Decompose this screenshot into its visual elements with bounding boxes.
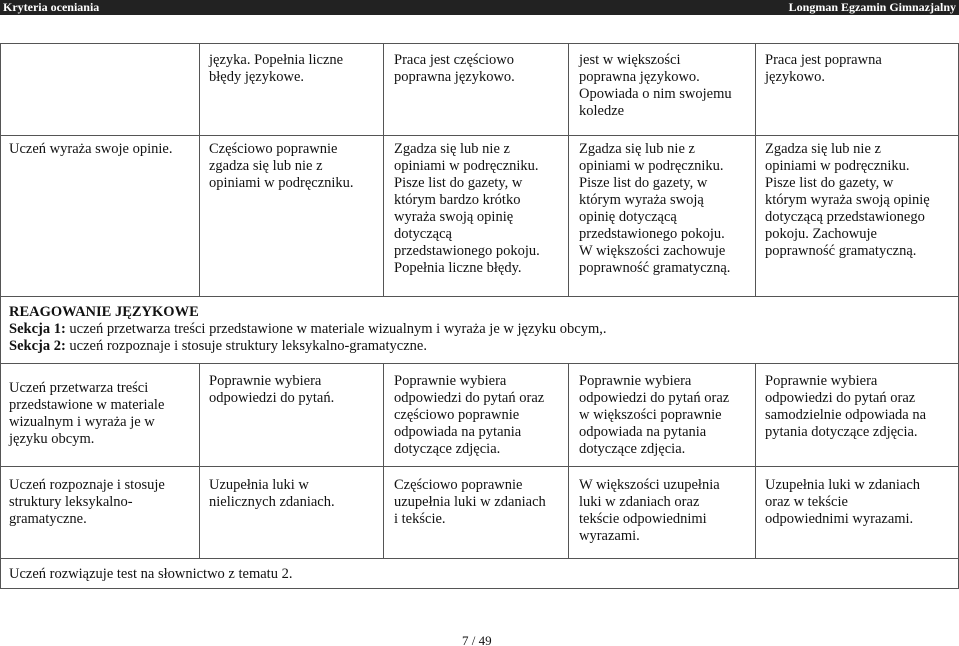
cell-line: błędy językowe. bbox=[209, 69, 305, 85]
grid-line bbox=[0, 558, 959, 559]
cell-line: poprawna językowo. bbox=[394, 69, 515, 85]
cell-line: Zgadza się lub nie z bbox=[765, 141, 881, 157]
section-line-2 bbox=[9, 338, 606, 355]
cell-line: językowo. bbox=[765, 69, 825, 85]
cell-line: poprawna językowo. bbox=[579, 69, 700, 85]
cell-line: odpowiada na pytania bbox=[579, 424, 707, 440]
cell-line: przedstawione w materiale bbox=[9, 397, 165, 413]
section-heading-block bbox=[9, 304, 606, 355]
cell-line: struktury leksykalno- bbox=[9, 494, 133, 510]
cell-line: języku obcym. bbox=[9, 431, 95, 447]
section-label-2: Sekcja 2: bbox=[9, 338, 66, 354]
grid-line bbox=[383, 363, 384, 558]
cell-line: Zgadza się lub nie z bbox=[394, 141, 510, 157]
cell-line: odpowiedzi do pytań. bbox=[209, 390, 335, 406]
cell-top-col5 bbox=[765, 52, 882, 86]
grid-line bbox=[0, 363, 959, 364]
cell-structures-col5 bbox=[765, 477, 920, 528]
grid-line bbox=[0, 558, 1, 588]
cell-line: zgadza się lub nie z bbox=[209, 158, 323, 174]
cell-line: Pisze list do gazety, w bbox=[765, 175, 894, 191]
cell-line: Poprawnie wybiera bbox=[209, 373, 322, 389]
cell-line: pytania dotyczące zdjęcia. bbox=[765, 424, 918, 440]
grid-line bbox=[0, 135, 959, 136]
cell-line: Częściowo poprawnie bbox=[394, 477, 523, 493]
cell-line: dotyczącą bbox=[394, 226, 452, 242]
cell-test-col1 bbox=[9, 566, 292, 583]
cell-line: dotyczącą przedstawionego bbox=[765, 209, 925, 225]
cell-line: samodzielnie odpowiada na bbox=[765, 407, 927, 423]
cell-line: poprawność gramatyczną. bbox=[579, 260, 731, 276]
cell-line: Popełnia liczne błędy. bbox=[394, 260, 522, 276]
cell-structures-col4 bbox=[579, 477, 720, 545]
grid-line bbox=[0, 363, 1, 558]
cell-line: Uzupełnia luki w zdaniach bbox=[765, 477, 921, 493]
cell-line: opinię dotyczącą bbox=[579, 209, 677, 225]
grid-line bbox=[568, 43, 569, 296]
cell-line: Uczeń przetwarza treści bbox=[9, 380, 149, 396]
cell-line: odpowiedzi do pytań oraz bbox=[394, 390, 545, 406]
grid-line bbox=[0, 466, 959, 467]
cell-line: W większości zachowuje bbox=[579, 243, 726, 259]
cell-line: jest w większości bbox=[579, 52, 681, 68]
cell-line: Poprawnie wybiera bbox=[765, 373, 878, 389]
cell-visual-col2 bbox=[209, 373, 334, 407]
cell-line: Pisze list do gazety, w bbox=[394, 175, 523, 191]
cell-line: i tekście. bbox=[394, 511, 446, 527]
cell-opinion-col2 bbox=[209, 141, 354, 192]
cell-line: gramatyczne. bbox=[9, 511, 87, 527]
cell-line: Poprawnie wybiera bbox=[579, 373, 692, 389]
cell-top-col2 bbox=[209, 52, 343, 86]
cell-line: Uzupełnia luki w bbox=[209, 477, 309, 493]
cell-line: którym wyraża swoją opinię bbox=[765, 192, 930, 208]
section-title: REAGOWANIE JĘZYKOWE bbox=[9, 304, 199, 320]
cell-line: języka. Popełnia liczne bbox=[209, 52, 344, 68]
grid-line bbox=[755, 43, 756, 296]
cell-line: Uczeń rozwiązuje test na słownictwo z tematu 2. bbox=[9, 566, 293, 582]
cell-line: w większości poprawnie bbox=[579, 407, 722, 423]
header-right-title: Longman Egzamin Gimnazjalny bbox=[788, 0, 956, 14]
cell-line: Uczeń rozpoznaje i stosuje bbox=[9, 477, 165, 493]
grid-line bbox=[0, 43, 1, 296]
cell-top-col3 bbox=[394, 52, 515, 86]
cell-line: częściowo poprawnie bbox=[394, 407, 520, 423]
cell-line: dotyczące zdjęcia. bbox=[579, 441, 686, 457]
grid-line bbox=[383, 43, 384, 296]
cell-line: opiniami w podręczniku. bbox=[209, 175, 354, 191]
cell-line: opiniami w podręczniku. bbox=[394, 158, 539, 174]
cell-structures-col2 bbox=[209, 477, 335, 511]
cell-structures-col1 bbox=[9, 477, 165, 528]
cell-line: koledze bbox=[579, 103, 625, 119]
cell-line: pokoju. Zachowuje bbox=[765, 226, 877, 242]
cell-line: Praca jest częściowo bbox=[394, 52, 514, 68]
cell-line: Zgadza się lub nie z bbox=[579, 141, 695, 157]
cell-visual-col5 bbox=[765, 373, 926, 441]
cell-visual-col4 bbox=[579, 373, 729, 458]
cell-line: Częściowo poprawnie bbox=[209, 141, 338, 157]
cell-visual-col1 bbox=[9, 380, 164, 448]
cell-line: W większości uzupełnia bbox=[579, 477, 720, 493]
cell-structures-col3 bbox=[394, 477, 546, 528]
cell-line: wyrazami. bbox=[579, 528, 640, 544]
cell-line: oraz w tekście bbox=[765, 494, 848, 510]
cell-line: którym wyraża swoją bbox=[579, 192, 704, 208]
cell-visual-col3 bbox=[394, 373, 544, 458]
cell-line: luki w zdaniach oraz bbox=[579, 494, 700, 510]
cell-line: Praca jest poprawna bbox=[765, 52, 882, 68]
cell-opinion-col4 bbox=[579, 141, 730, 277]
cell-line: Pisze list do gazety, w bbox=[579, 175, 708, 191]
cell-line: dotyczące zdjęcia. bbox=[394, 441, 501, 457]
grid-line bbox=[568, 363, 569, 558]
cell-line: tekście odpowiednimi bbox=[579, 511, 707, 527]
cell-line: odpowiednimi wyrazami. bbox=[765, 511, 914, 527]
cell-line: poprawność gramatyczną. bbox=[765, 243, 917, 259]
page-number: 7 / 49 bbox=[462, 633, 492, 646]
header-left-title: Kryteria oceniania bbox=[3, 0, 100, 14]
cell-line: odpowiedzi do pytań oraz bbox=[579, 390, 730, 406]
cell-line: nielicznych zdaniach. bbox=[209, 494, 335, 510]
cell-top-col4 bbox=[579, 52, 732, 120]
cell-line: opiniami w podręczniku. bbox=[765, 158, 910, 174]
cell-opinion-col5 bbox=[765, 141, 930, 260]
cell-line: odpowiedzi do pytań oraz bbox=[765, 390, 916, 406]
cell-line: Uczeń wyraża swoje opinie. bbox=[9, 141, 173, 157]
cell-line: którym bardzo krótko bbox=[394, 192, 521, 208]
grid-line bbox=[0, 296, 1, 363]
section-label-1: Sekcja 1: bbox=[9, 321, 66, 337]
cell-opinion-col1 bbox=[9, 141, 172, 158]
cell-line: Poprawnie wybiera bbox=[394, 373, 507, 389]
section-text-1: uczeń przetwarza treści przedstawione w materiale wizualnym i wyraża je w języku obcym,. bbox=[65, 321, 607, 337]
cell-line: wizualnym i wyraża je w bbox=[9, 414, 155, 430]
grid-line bbox=[0, 43, 959, 44]
cell-line: opiniami w podręczniku. bbox=[579, 158, 724, 174]
section-line-1 bbox=[9, 321, 606, 338]
section-text-2: uczeń rozpoznaje i stosuje struktury leksykalno-gramatyczne. bbox=[65, 338, 427, 354]
grid-line bbox=[199, 43, 200, 296]
cell-line: uzupełnia luki w zdaniach bbox=[394, 494, 546, 510]
cell-opinion-col3 bbox=[394, 141, 540, 277]
grid-line bbox=[199, 363, 200, 558]
cell-line: przedstawionego pokoju. bbox=[394, 243, 540, 259]
cell-line: Opowiada o nim swojemu bbox=[579, 86, 732, 102]
grid-line bbox=[755, 363, 756, 558]
cell-line: wyraża swoją opinię bbox=[394, 209, 514, 225]
cell-line: odpowiada na pytania bbox=[394, 424, 522, 440]
grid-line bbox=[0, 588, 959, 589]
cell-line: przedstawionego pokoju. bbox=[579, 226, 725, 242]
grid-line bbox=[0, 296, 959, 297]
